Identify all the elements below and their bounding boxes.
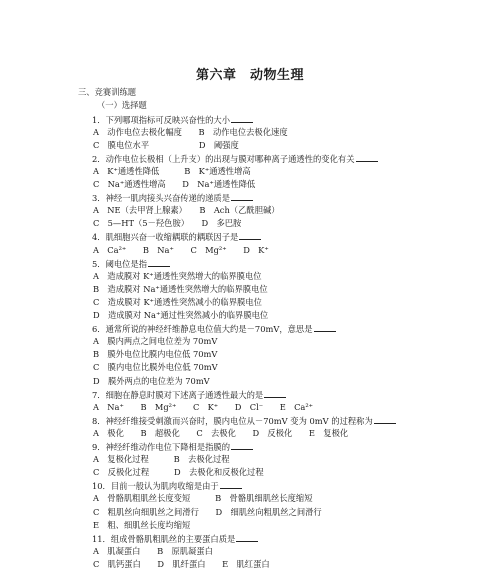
option-text: B 造成膜对 Na⁺通透性突然增大的临界膜电位	[93, 283, 268, 294]
option-text: D 造成膜对 Na⁺通过性突然减小的临界膜电位	[93, 310, 269, 320]
answer-options	[93, 336, 217, 347]
answer-blank	[231, 114, 253, 123]
option-text: A K⁺通透性降低 B K⁺通透性增高	[93, 165, 251, 176]
answer-options	[93, 127, 288, 138]
option-text: D 膜外两点的电位差为 70mV	[93, 375, 210, 386]
question-stem	[92, 389, 286, 401]
question-text: 2．动作电位长极相（上升支）的出现与膜对哪种离子通透性的变化有关	[92, 153, 355, 164]
question-text: 7．细胞在静息时膜对下述离子通透性最大的是	[92, 389, 264, 400]
option-text: C 5—HT（5－羟色胺） D 多巴胺	[93, 218, 242, 229]
answer-options	[93, 166, 251, 177]
answer-options	[93, 546, 213, 557]
question-stem	[92, 231, 261, 243]
answer-options	[93, 297, 262, 308]
answer-options	[93, 271, 262, 282]
answer-options	[93, 140, 239, 151]
question-stem	[92, 114, 253, 126]
option-text: C 肌钙蛋白 D 肌纤蛋白 E 肌红蛋白	[93, 558, 270, 569]
answer-options	[93, 559, 270, 570]
question-text: 4．肌细胞兴奋一收缩耦联的耦联因子是	[92, 232, 239, 243]
question-text: 11．组成骨骼肌粗肌丝的主要蛋白质是	[92, 533, 236, 544]
option-text: C 膜电位水平 D 阈强度	[93, 139, 239, 150]
option-text: C 膜内电位比膜外电位低 70mV	[93, 362, 218, 373]
answer-options	[93, 493, 313, 504]
option-text: A Ca²⁺ B Na⁺ C Mg²⁺ D K⁺	[93, 244, 269, 255]
question-stem	[92, 441, 253, 453]
question-text: 9．神经纤维动作电位下降相是指膜的	[92, 442, 231, 452]
option-text: C 造成膜对 K⁺通透性突然减小的临界膜电位	[93, 296, 262, 307]
answer-options	[93, 284, 268, 295]
question-stem	[92, 323, 336, 335]
answer-blank	[264, 389, 286, 398]
answer-blank	[356, 153, 378, 162]
option-text: A 膜内两点之间电位差为 70mV	[93, 336, 218, 347]
option-text: A 造成膜对 K⁺通透性突然增大的临界膜电位	[93, 270, 262, 281]
answer-blank	[314, 323, 336, 332]
answer-options	[93, 507, 322, 518]
option-text: A Na⁺ B Mg²⁺ C K⁺ D Cl⁻ E Ca²⁺	[93, 401, 314, 412]
subsection-heading: （一）选择题	[97, 100, 147, 110]
option-text: E 粗、细肌丝长度均缩短	[93, 519, 191, 530]
question-text: 10．目前一般认为肌肉收缩是由于	[92, 481, 219, 492]
option-text: C Na⁺通透性增高 D Na⁺通透性降低	[93, 179, 256, 189]
question-stem	[92, 415, 396, 427]
question-stem	[92, 480, 242, 492]
question-stem	[92, 258, 170, 270]
answer-blank	[239, 231, 261, 240]
option-text: B 膜外电位比膜内电位低 70mV	[93, 349, 218, 360]
question-text: 3．神经一肌肉接头兴奋传递的递质是	[92, 193, 231, 204]
question-text: 5．阈电位是指	[92, 258, 148, 269]
answer-blank	[231, 441, 253, 450]
answer-options	[93, 218, 241, 229]
answer-options	[93, 467, 264, 478]
answer-options	[93, 205, 280, 216]
answer-options	[93, 402, 313, 413]
answer-options	[93, 179, 255, 190]
option-text: A NE（去甲肾上腺素） B Ach（乙酰胆碱）	[93, 205, 280, 216]
answer-blank	[231, 192, 253, 201]
answer-options	[93, 520, 190, 531]
answer-blank	[374, 415, 396, 424]
answer-options	[93, 376, 210, 387]
option-text: A 复极化过程 B 去极化过程	[93, 454, 230, 465]
question-text: 1．下列哪项指标可反映兴奋性的大小	[92, 114, 231, 125]
option-text: A 肌凝蛋白 B 原肌凝蛋白	[93, 545, 213, 556]
answer-options	[93, 245, 269, 256]
answer-options	[93, 349, 217, 360]
question-stem	[92, 533, 258, 545]
answer-options	[93, 362, 218, 373]
option-text: A 动作电位去极化幅度 B 动作电位去极化速度	[93, 126, 288, 137]
answer-options	[93, 428, 348, 439]
option-text: C 粗肌丝向细肌丝之间滑行 D 细肌丝向粗肌丝之间滑行	[93, 506, 322, 517]
chapter-title: 第六章 动物生理	[195, 68, 304, 83]
answer-options	[93, 454, 230, 465]
section-heading: 三、竞赛训练题	[78, 87, 137, 97]
question-stem	[92, 153, 378, 165]
option-text: A 骨骼肌粗肌丝长度变短 B 骨骼肌细肌丝长度缩短	[93, 493, 313, 504]
answer-options	[93, 310, 268, 321]
answer-blank	[148, 258, 170, 267]
question-text: 8．神经纤维接受刺激而兴奋时，膜内电位从－70mV 变为 0mV 的过程称为	[92, 415, 373, 426]
answer-blank	[236, 533, 258, 542]
question-stem	[92, 192, 253, 204]
option-text: C 反极化过程 D 去极化和反极化过程	[93, 467, 264, 478]
option-text: A 极化 B 超极化 C 去极化 D 反极化 E 复极化	[93, 427, 349, 438]
question-text: 6．通常所说的神经纤维静息电位值大约是－70mV，意思是	[92, 324, 313, 335]
answer-blank	[220, 480, 242, 489]
